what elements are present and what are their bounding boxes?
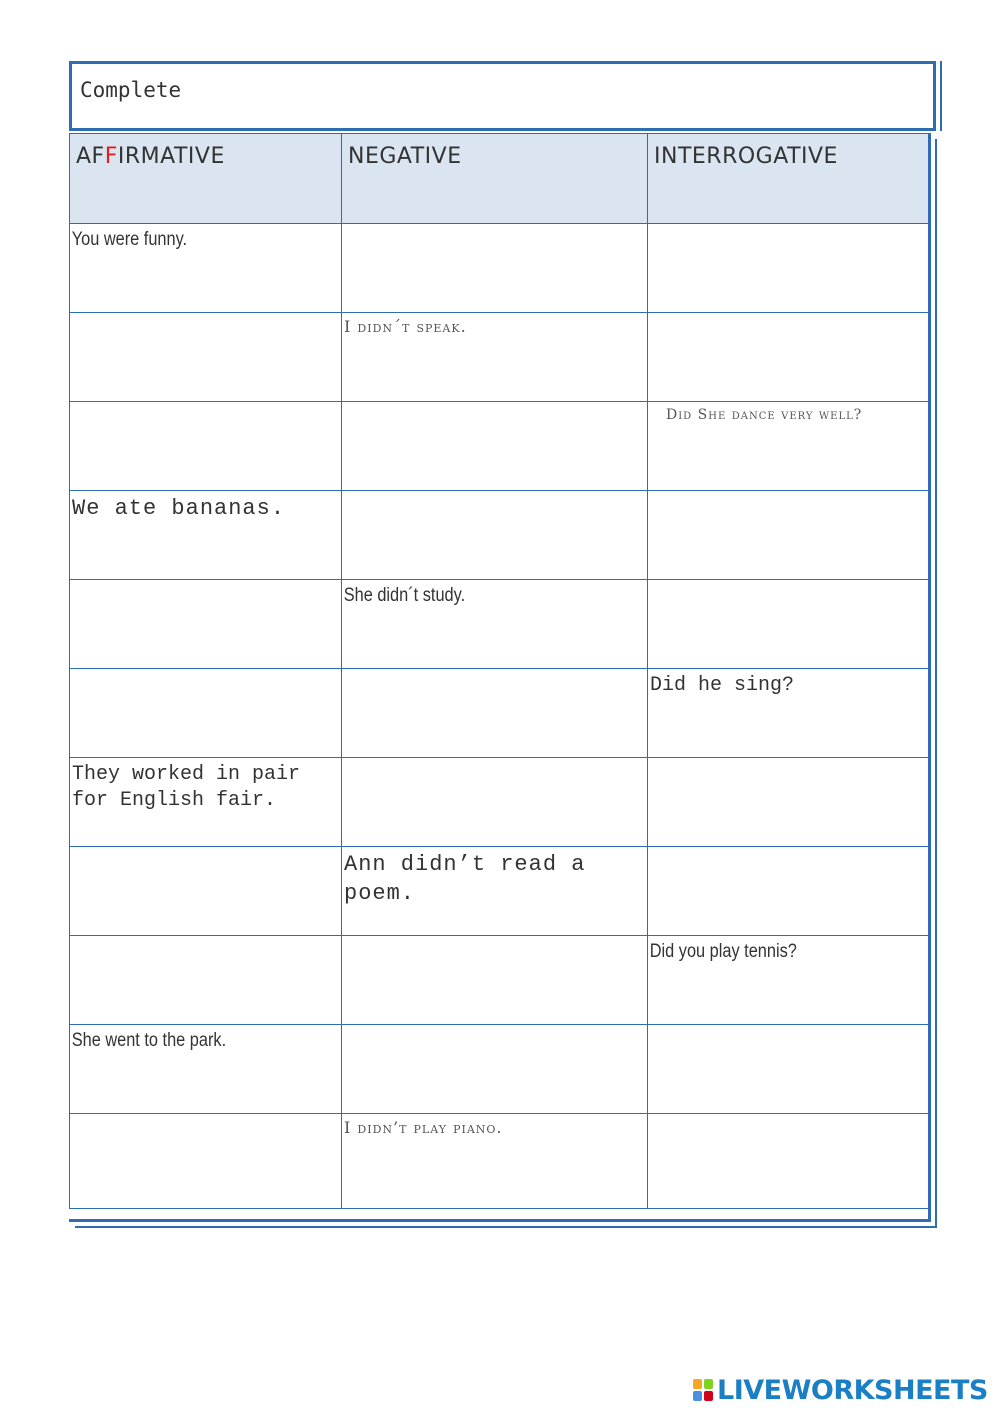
grammar-table-frame (69, 133, 931, 1222)
header-affirmative: AFFIRMATIVE (70, 134, 342, 224)
table-row (70, 1114, 929, 1209)
table-row (70, 313, 929, 402)
logo-icon (692, 1378, 714, 1402)
affirmative-cell[interactable] (70, 580, 342, 669)
interrogative-cell[interactable] (648, 1025, 929, 1114)
affirmative-cell[interactable]: You were funny. (70, 224, 342, 313)
table-row (70, 402, 929, 491)
affirmative-cell[interactable] (70, 669, 342, 758)
affirmative-cell[interactable] (70, 936, 342, 1025)
affirmative-cell[interactable] (70, 313, 342, 402)
interrogative-cell[interactable]: Did he sing? (648, 669, 929, 758)
logo-text: LIVEWORKSHEETS (717, 1374, 988, 1406)
header-negative: NEGATIVE (342, 134, 648, 224)
header-row (70, 134, 929, 224)
affirmative-cell[interactable]: We ate bananas. (70, 491, 342, 580)
interrogative-cell[interactable]: Did She dance very well? (648, 402, 929, 491)
affirmative-cell[interactable] (70, 1114, 342, 1209)
table-row (70, 580, 929, 669)
table-row (70, 491, 929, 580)
table-row (70, 224, 929, 313)
negative-cell[interactable] (342, 491, 648, 580)
negative-cell[interactable]: She didn´t study. (342, 580, 648, 669)
affirmative-cell[interactable]: She went to the park. (70, 1025, 342, 1114)
table-row (70, 1025, 929, 1114)
interrogative-cell[interactable] (648, 758, 929, 847)
interrogative-cell[interactable] (648, 580, 929, 669)
interrogative-cell[interactable]: Did you play tennis? (648, 936, 929, 1025)
affirmative-cell[interactable] (70, 402, 342, 491)
negative-cell[interactable] (342, 1025, 648, 1114)
negative-cell[interactable] (342, 224, 648, 313)
header-interrogative: INTERROGATIVE (648, 134, 929, 224)
table-row (70, 669, 929, 758)
table-row (70, 758, 929, 847)
worksheet-title: Complete (80, 78, 182, 102)
interrogative-cell[interactable] (648, 847, 929, 936)
interrogative-cell[interactable] (648, 491, 929, 580)
negative-cell[interactable] (342, 669, 648, 758)
negative-cell[interactable] (342, 758, 648, 847)
affirmative-cell[interactable] (70, 847, 342, 936)
negative-cell[interactable]: I didn´t speak. (342, 313, 648, 402)
interrogative-cell[interactable] (648, 313, 929, 402)
affirmative-cell[interactable]: They worked in pair for English fair. (70, 758, 342, 847)
table-row (70, 847, 929, 936)
interrogative-cell[interactable] (648, 1114, 929, 1209)
negative-cell[interactable] (342, 936, 648, 1025)
negative-cell[interactable]: I didn’t play piano. (342, 1114, 648, 1209)
title-box (69, 61, 936, 131)
interrogative-cell[interactable] (648, 224, 929, 313)
liveworksheets-logo (692, 1374, 988, 1406)
negative-cell[interactable] (342, 402, 648, 491)
grammar-table (69, 133, 929, 1209)
negative-cell[interactable]: Ann didn’t read a poem. (342, 847, 648, 936)
table-row (70, 936, 929, 1025)
